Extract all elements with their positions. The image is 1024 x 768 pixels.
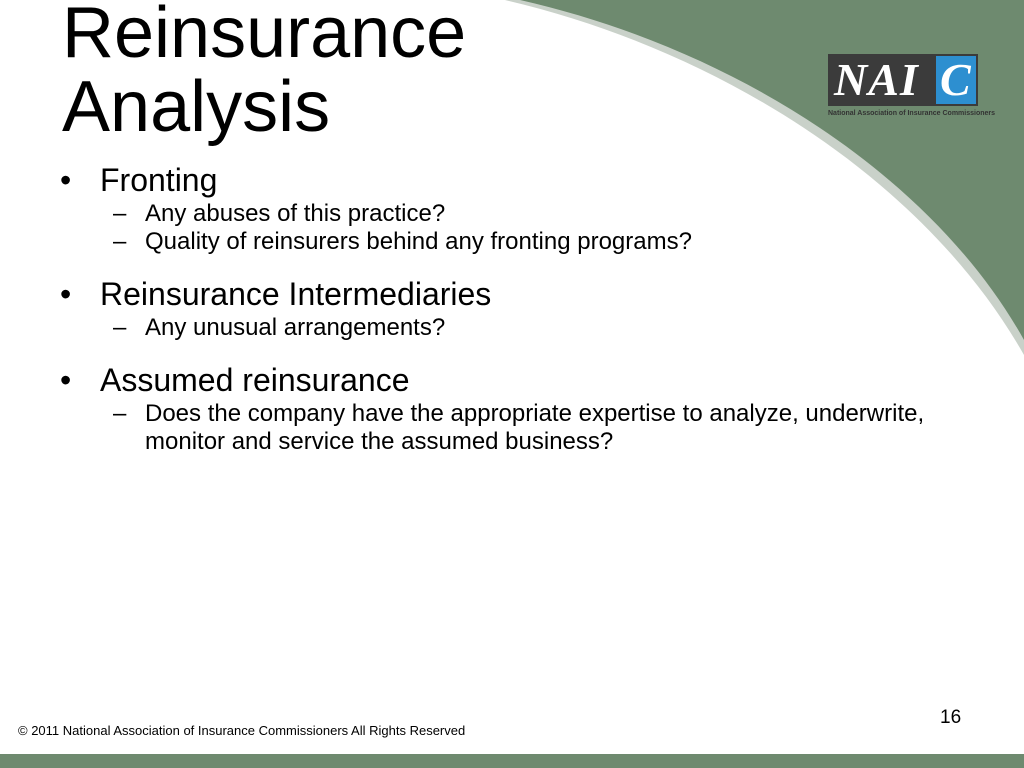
- sub-bullet-text: Does the company have the appropriate expertise to analyze, underwrite, monitor and service the assumed business?: [145, 400, 925, 455]
- sub-bullet-text: Any abuses of this practice?: [145, 200, 446, 227]
- sub-bullet: [60, 314, 940, 342]
- bullet-assumed-reinsurance: [60, 360, 940, 400]
- copyright-footer: © 2011 National Association of Insurance Commissioners All Rights Reserved: [18, 723, 466, 738]
- bullet-text: Assumed reinsurance: [100, 362, 410, 398]
- title-line-2: Analysis: [62, 67, 331, 147]
- bullet-reinsurance-intermediaries: [60, 274, 940, 314]
- bottom-band: [0, 754, 1024, 768]
- sub-bullet-text: Any unusual arrangements?: [145, 314, 446, 341]
- bullet-dot: •: [60, 276, 72, 312]
- sub-bullet: [60, 228, 940, 256]
- logo-letter-c: C: [940, 54, 971, 105]
- bullet-text: Fronting: [100, 162, 218, 198]
- logo-caption: National Association of Insurance Commissioners: [828, 110, 996, 117]
- page-number: 16: [940, 707, 962, 728]
- bullet-fronting: [60, 160, 940, 200]
- bullet-dot: •: [60, 162, 72, 198]
- sub-bullet-dash: –: [113, 400, 127, 427]
- naic-logo: [828, 54, 996, 120]
- title-line-1: Reinsurance: [62, 0, 467, 73]
- sub-bullet: [60, 400, 940, 456]
- sub-bullet-dash: –: [113, 314, 127, 341]
- sub-bullet: [60, 200, 940, 228]
- bullet-dot: •: [60, 362, 72, 398]
- sub-bullet-dash: –: [113, 228, 127, 255]
- sub-bullet-text: Quality of reinsurers behind any fronting programs?: [145, 228, 692, 255]
- sub-bullet-dash: –: [113, 200, 127, 227]
- bullet-text: Reinsurance Intermediaries: [100, 276, 492, 312]
- logo-letters: NAI: [834, 54, 919, 105]
- slide-content: [60, 160, 940, 456]
- slide-title: [62, 0, 467, 147]
